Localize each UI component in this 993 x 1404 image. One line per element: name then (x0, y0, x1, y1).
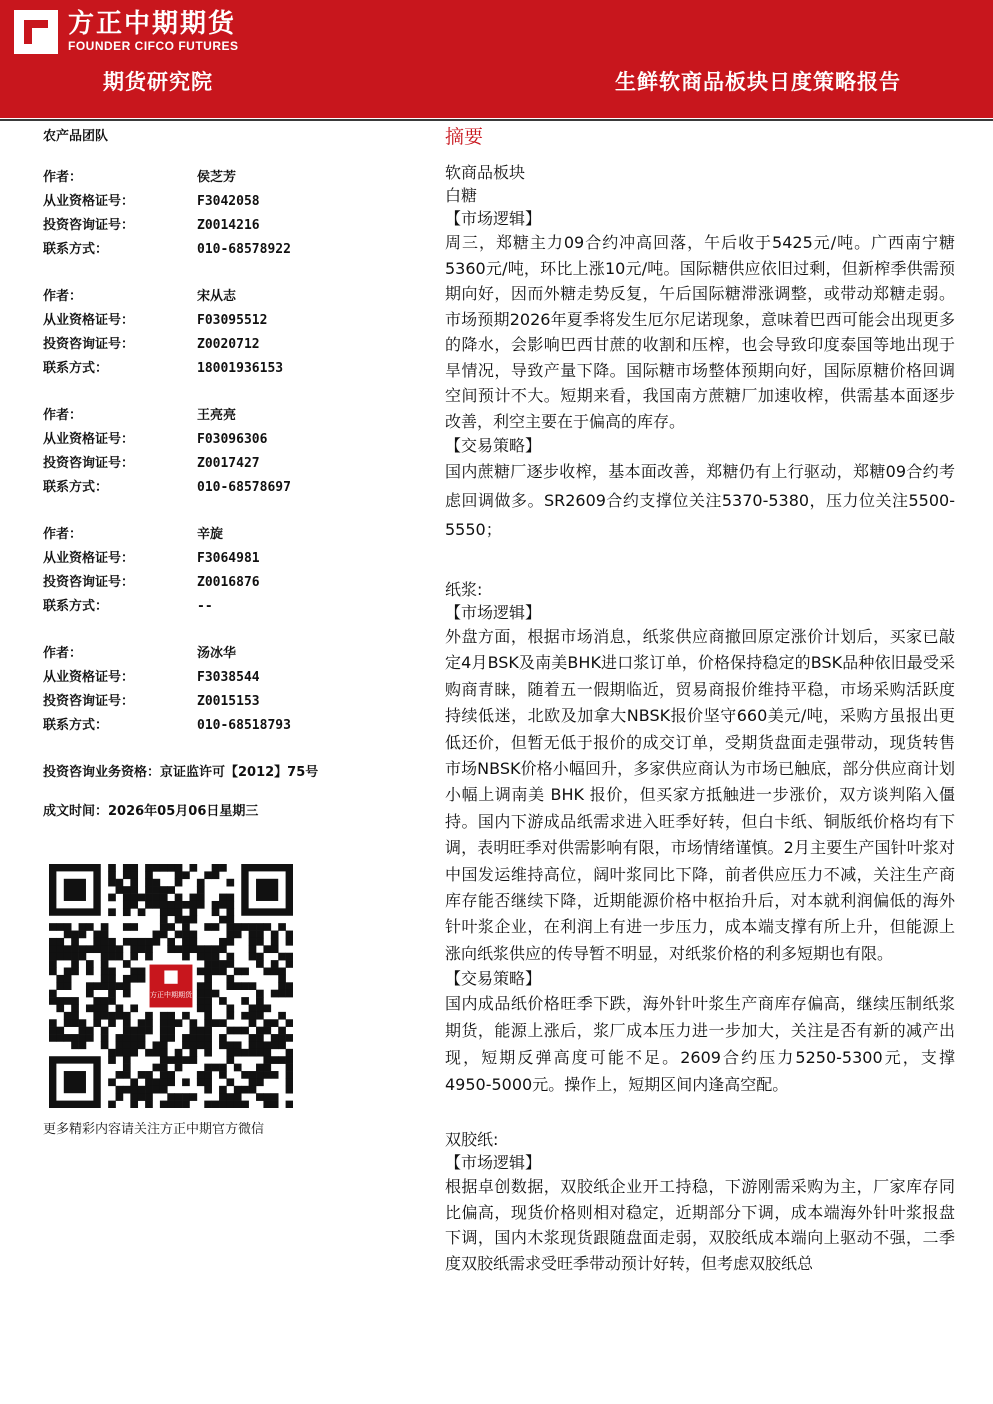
qr-code-graphic (49, 864, 293, 1108)
author-consult-label: 投资咨询证号： (43, 218, 135, 233)
author-contact-value: 010-68578697 (197, 480, 291, 495)
author-contact-value: 010-68518793 (197, 718, 291, 733)
author-license-value: F3038544 (197, 670, 260, 685)
author-contact-row (43, 476, 423, 500)
team-name: 农产品团队 (43, 129, 109, 144)
author-sidebar (43, 125, 423, 819)
sugar-title: 白糖 (445, 186, 478, 205)
author-license-label: 从业资格证号： (43, 313, 135, 328)
author-block (43, 285, 423, 381)
author-license-row (43, 190, 423, 214)
author-block (43, 404, 423, 500)
author-license-value: F03096306 (197, 432, 268, 447)
report-title: 生鲜软商品板块日度策略报告 (615, 70, 901, 94)
author-consult-label: 投资咨询证号： (43, 456, 135, 471)
sugar-strategy-tag: 【交易策略】 (445, 436, 542, 455)
paper-title: 双胶纸: (445, 1130, 499, 1150)
author-consult-value: Z0015153 (197, 694, 260, 709)
author-consult-label: 投资咨询证号： (43, 575, 135, 590)
author-author-row (43, 285, 423, 309)
author-author-value: 汤冰华 (197, 646, 237, 661)
section-title: 软商品板块 (445, 163, 526, 182)
author-license-value: F3042058 (197, 194, 260, 209)
author-license-value: F03095512 (197, 313, 268, 328)
qr-caption: 更多精彩内容请关注方正中期官方微信 (43, 1122, 265, 1137)
sugar-logic-tag: 【市场逻辑】 (445, 209, 542, 228)
author-consult-label: 投资咨询证号： (43, 694, 135, 709)
author-contact-value: 010-68578922 (197, 242, 291, 257)
author-contact-label: 联系方式： (43, 718, 109, 733)
logo-mark-icon (14, 10, 58, 54)
author-consult-label: 投资咨询证号： (43, 337, 135, 352)
author-contact-row (43, 238, 423, 262)
pulp-strategy-text: 国内成品纸价格旺季下跌，海外针叶浆生产商库存偏高，继续压制纸浆期货，能源上涨后，浆厂成本压力进一步加大，关注是否有新的减产出现，短期反弹高度可能不足。2609合约压力5250-5300元，支撑4950-5000元。操作上，短期区间内逢高空配。 (445, 994, 955, 1095)
author-consult-value: Z0020712 (197, 337, 260, 352)
author-license-row (43, 547, 423, 571)
author-license-label: 从业资格证号： (43, 432, 135, 447)
author-consult-row (43, 333, 423, 357)
author-consult-row (43, 690, 423, 714)
author-author-value: 辛旋 (197, 527, 224, 542)
author-consult-value: Z0016876 (197, 575, 260, 590)
qr-badge-text: 方正中期期货 (150, 991, 192, 1000)
header-banner (0, 0, 993, 118)
author-block (43, 166, 423, 262)
author-consult-row (43, 571, 423, 595)
author-contact-row (43, 595, 423, 619)
paper-logic-text: 根据卓创数据，双胶纸企业开工持稳，下游刚需采购为主，厂家库存同比偏高，现货价格则相对稳定，近期部分下调，成本端海外针叶浆报盘下调，国内木浆现货跟随盘面走弱，双胶纸成本端向上驱动不强，二季度双胶纸需求受旺季带动预计好转，但考虑双胶纸总 (445, 1177, 955, 1273)
author-license-row (43, 428, 423, 452)
author-author-row (43, 404, 423, 428)
author-contact-value: 18001936153 (197, 361, 284, 376)
pulp-title: 纸浆: (445, 580, 483, 599)
author-author-row (43, 166, 423, 190)
sugar-strategy-text: 国内蔗糖厂逐步收榨，基本面改善，郑糖仍有上行驱动，郑糖09合约考虑回调做多。SR2609合约支撑位关注5370-5380，压力位关注5500-5550； (445, 462, 955, 539)
author-consult-value: Z0017427 (197, 456, 260, 471)
author-license-label: 从业资格证号： (43, 194, 135, 209)
paper-logic-tag: 【市场逻辑】 (445, 1153, 542, 1173)
author-author-value: 侯芝芳 (197, 170, 237, 185)
author-consult-row (43, 452, 423, 476)
author-license-value: F3064981 (197, 551, 260, 566)
author-license-label: 从业资格证号： (43, 551, 135, 566)
author-consult-row (43, 214, 423, 238)
author-list (43, 166, 423, 738)
author-license-row (43, 309, 423, 333)
pulp-logic-text: 外盘方面，根据市场消息，纸浆供应商撤回原定涨价计划后，买家已敲定4月BSK及南美BHK进口浆订单，价格保持稳定的BSK品种依旧最受采购商青睐，随着五一假期临近，贸易商报价维持平稳，市场采购活跃度持续低迷，北欧及加拿大NBSK报价坚守660美元/吨，采购方虽报出更低还价，但暂无低于报价的成交订单，受期货盘面走强带动，现货转售市场NBSK价格小幅回升，多家供应商认为市场已触底，部分供应商计划小幅上调南美 BHK 报价，但买家方抵触进一步涨价，双方谈判陷入僵持。国内下游成品纸需求进入旺季好转，但白卡纸、铜版纸价格均有下调，表明旺季对供需影响有限，市场情绪谨慎。2月主要生产国针叶浆对中国发运维持高位，阔叶浆同比下降，前者供应压力不减，关注生产商库存能否继续下降，近期能源价格中枢抬升后，对本就利润偏低的海外针叶浆企业，在利润上有进一步压力，成本端支撑有所上升，但能源上涨向纸浆供应的传导暂不明显，对纸浆价格的利多短期也有限。 (445, 627, 955, 963)
report-date: 成文时间：2026年05月06日星期三 (43, 804, 259, 819)
wechat-qr-code (49, 864, 293, 1108)
author-author-value: 王亮亮 (197, 408, 237, 423)
abstract-heading: 摘要 (445, 126, 484, 148)
logo-cn-text: 方正中期期货 (68, 9, 237, 39)
author-author-row (43, 642, 423, 666)
author-contact-label: 联系方式： (43, 480, 109, 495)
pulp-logic-tag: 【市场逻辑】 (445, 603, 542, 622)
qualification-text: 投资咨询业务资格：京证监许可【2012】75号 (43, 765, 319, 780)
author-author-row (43, 523, 423, 547)
author-block (43, 642, 423, 738)
author-contact-label: 联系方式： (43, 361, 109, 376)
pulp-strategy-tag: 【交易策略】 (445, 969, 542, 989)
author-contact-value: -- (197, 599, 213, 614)
company-logo (14, 10, 239, 54)
author-author-label: 作者： (43, 408, 83, 423)
logo-en-text: FOUNDER CIFCO FUTURES (68, 39, 239, 53)
sugar-logic-text: 周三，郑糖主力09合约冲高回落，午后收于5425元/吨。广西南宁糖5360元/吨，环比上涨10元/吨。国际糖供应依旧过剩，但新榨季供需预期向好，因而外糖走势反复，午后国际糖滞涨调整，或带动郑糖走弱。市场预期2026年夏季将发生厄尔尼诺现象，意味着巴西可能会出现更多的降水，会影响巴西甘蔗的收割和压榨，也会导致印度泰国等地出现于旱情况，导致产量下降。国际糖市场整体预期向好，国际原糖价格回调空间预计不大。短期来看，我国南方蔗糖厂加速收榨，供需基本面逐步改善，利空主要在于偏高的库存。 (445, 233, 955, 431)
author-author-label: 作者： (43, 646, 83, 661)
author-block (43, 523, 423, 619)
author-license-row (43, 666, 423, 690)
header-divider (0, 119, 993, 121)
author-author-label: 作者： (43, 289, 83, 304)
author-consult-value: Z0014216 (197, 218, 260, 233)
author-contact-label: 联系方式： (43, 242, 109, 257)
author-author-value: 宋从志 (197, 289, 237, 304)
author-contact-row (43, 357, 423, 381)
author-author-label: 作者： (43, 170, 83, 185)
author-contact-label: 联系方式： (43, 599, 109, 614)
abstract-column (445, 122, 955, 1276)
author-author-label: 作者： (43, 527, 83, 542)
department-name: 期货研究院 (103, 70, 213, 94)
author-license-label: 从业资格证号： (43, 670, 135, 685)
author-contact-row (43, 714, 423, 738)
